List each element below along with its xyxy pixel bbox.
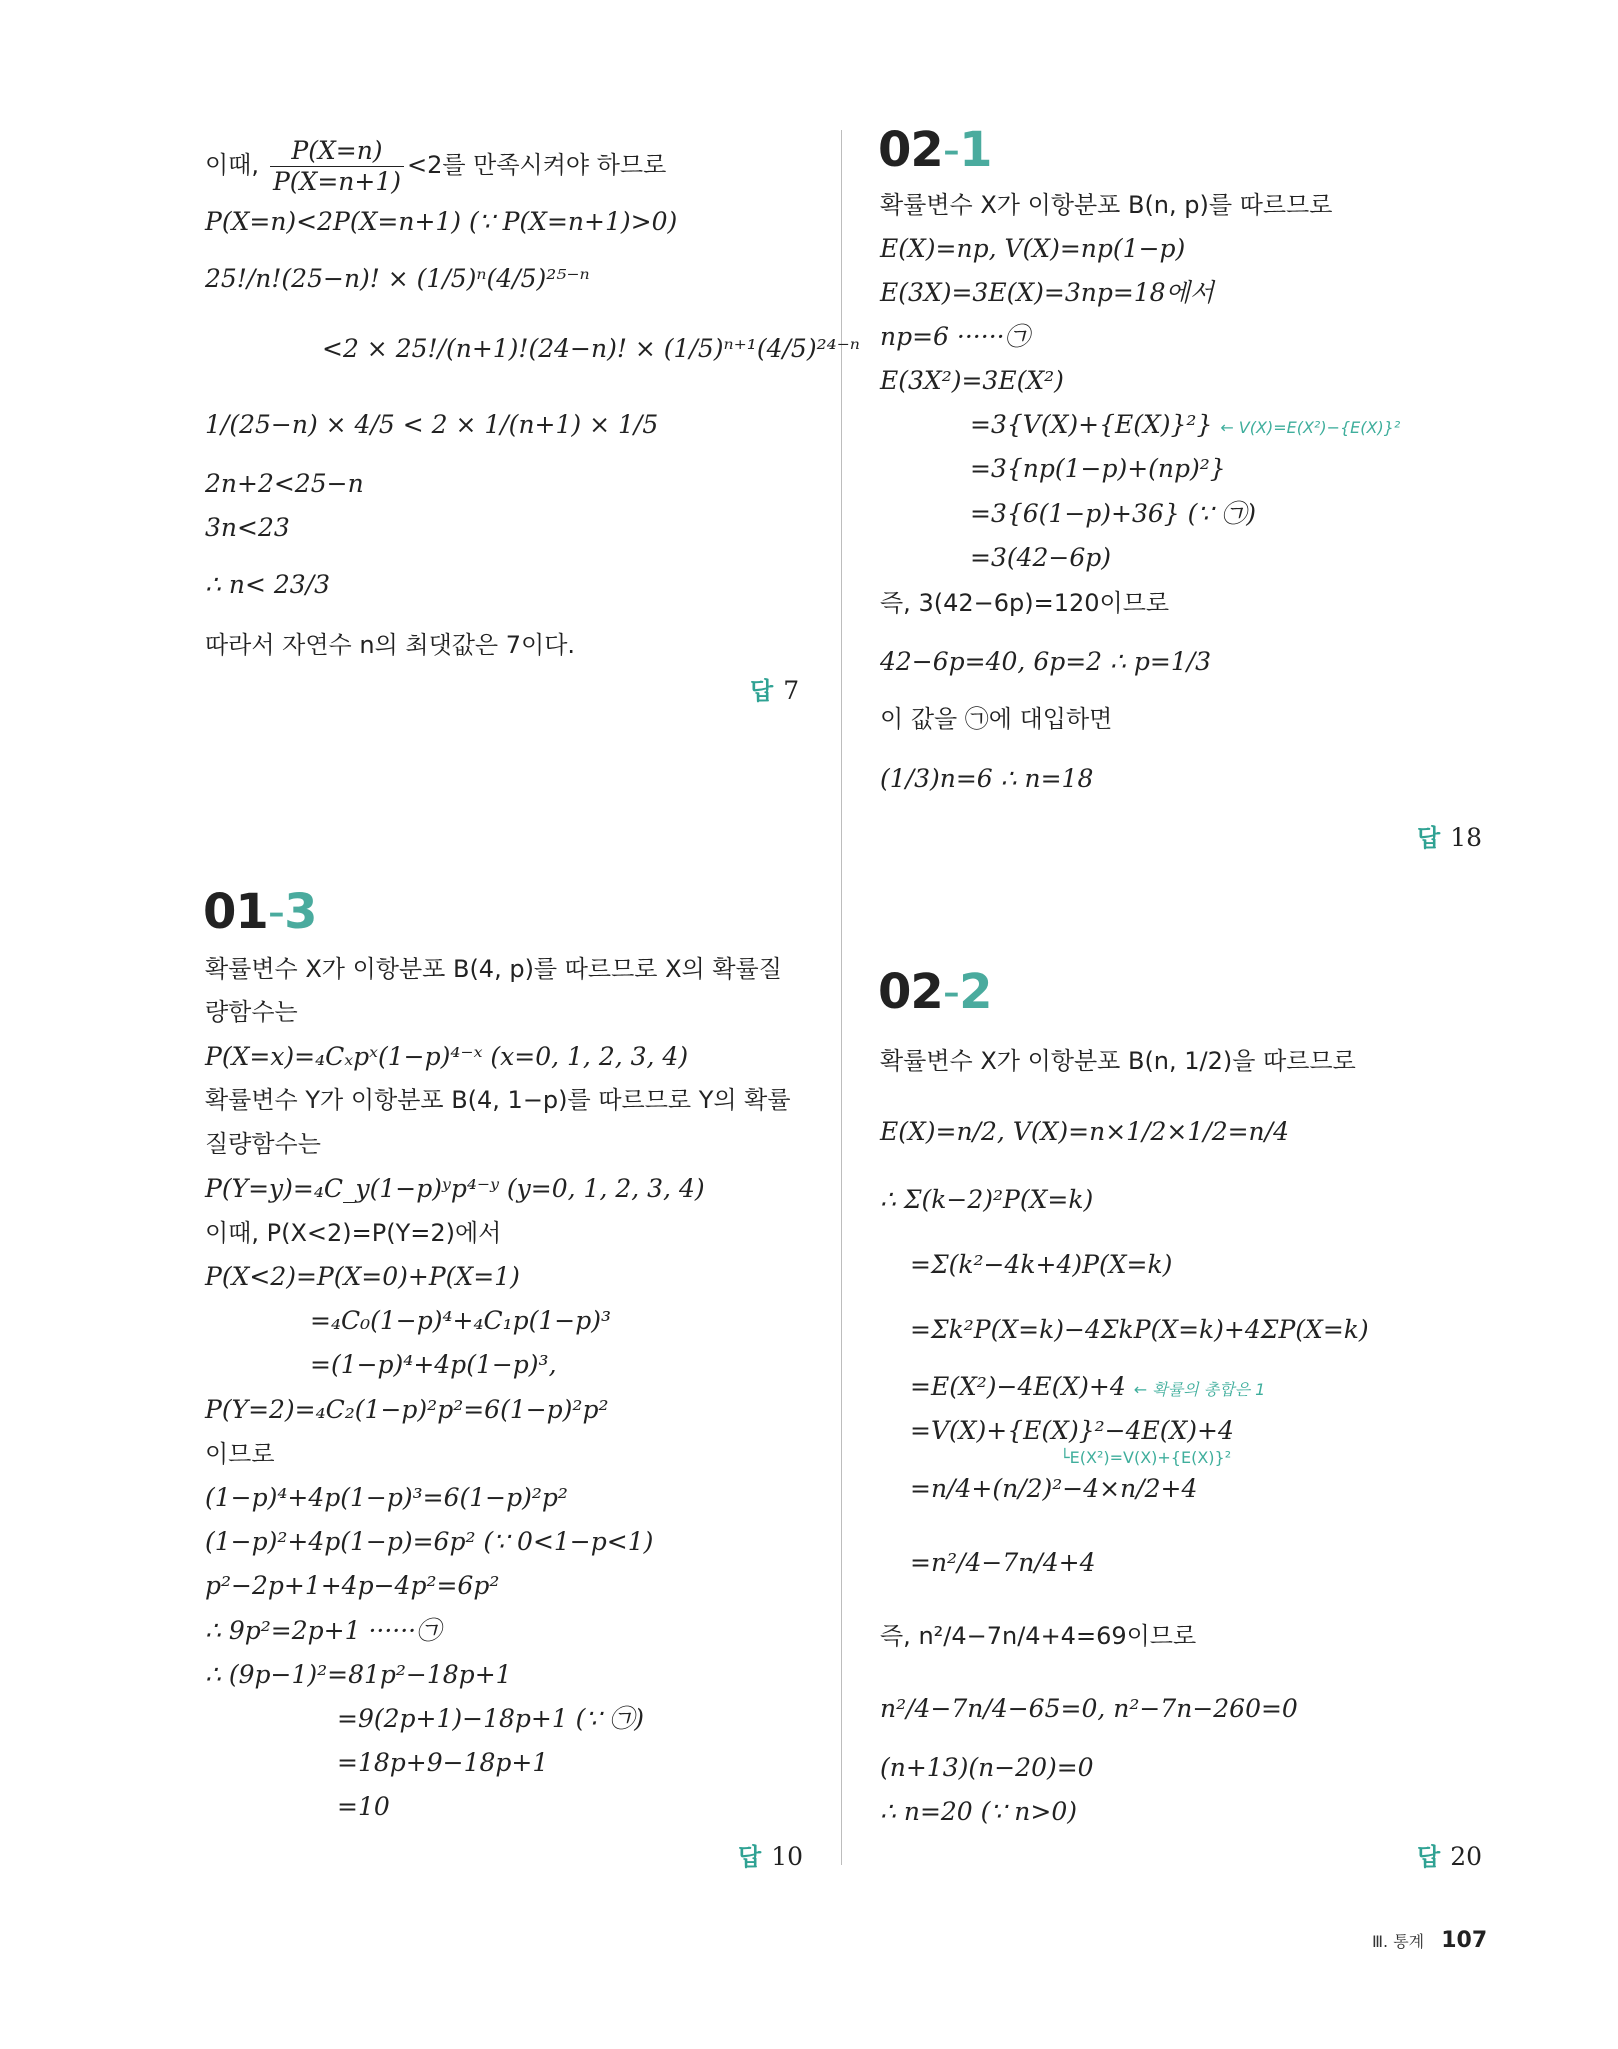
s013-line: 이때, P(X<2)=P(Y=2)에서 bbox=[205, 1219, 502, 1247]
s013-line: =18p+9−18p+1 bbox=[337, 1748, 549, 1777]
s021-line: =3(42−6p) bbox=[970, 543, 1112, 572]
intro-line: 이때, $\frac{P(X=n)}{P(X=n+1)}$ <2를 만족시켜야 하므로 bbox=[205, 136, 667, 196]
s013-line: 확률변수 X가 이항분포 B(4, p)를 따르므로 X의 확률질 bbox=[205, 955, 782, 983]
answer-20: 답 20 bbox=[1417, 1842, 1482, 1871]
s022-line: =Σk²P(X=k)−4ΣkP(X=k)+4ΣP(X=k) bbox=[910, 1315, 1369, 1344]
s013-line: =(1−p)⁴+4p(1−p)³, bbox=[310, 1350, 557, 1379]
s013-line: ∴ 9p²=2p+1 ······㉠ bbox=[205, 1616, 442, 1645]
page-footer bbox=[1372, 1928, 1487, 1953]
page-number: 107 bbox=[1441, 1928, 1488, 1953]
variance-note: ← V(X)=E(X²)−{E(X)}² bbox=[1220, 418, 1401, 437]
s013-line: ∴ (9p−1)²=81p²−18p+1 bbox=[205, 1660, 512, 1689]
s021-line: =3{V(X)+{E(X)}²} ← V(X)=E(X²)−{E(X)}² bbox=[970, 410, 1401, 439]
section-title-02-2: 02-2 bbox=[878, 964, 992, 1020]
s022-line: (n+13)(n−20)=0 bbox=[880, 1753, 1094, 1782]
s021-line: 확률변수 X가 이항분포 B(n, p)를 따르므로 bbox=[880, 191, 1333, 219]
s021-line: 즉, 3(42−6p)=120이므로 bbox=[880, 589, 1170, 617]
s013-line: 량함수는 bbox=[205, 998, 298, 1026]
s021-line: =3{np(1−p)+(np)²} bbox=[970, 454, 1226, 483]
s013-line: P(X=x)=₄Cₓpˣ(1−p)⁴⁻ˣ (x=0, 1, 2, 3, 4) bbox=[205, 1042, 689, 1071]
s022-line: =E(X²)−4E(X)+4 ← 확률의 총합은 1 bbox=[910, 1372, 1266, 1401]
ratio-fraction: $\frac{P(X=n)}{P(X=n+1)}$ bbox=[270, 136, 404, 197]
ineq-line: P(X=n)<2P(X=n+1) (∵ P(X=n+1)>0) bbox=[205, 207, 678, 236]
expectation-note: └E(X²)=V(X)+{E(X)}² bbox=[1060, 1448, 1232, 1467]
s022-line: E(X)=n/2, V(X)=n×1/2×1/2=n/4 bbox=[880, 1117, 1289, 1146]
s021-line: E(3X)=3E(X)=3np=18에서 bbox=[880, 278, 1214, 307]
s021-line: E(3X²)=3E(X²) bbox=[880, 366, 1064, 395]
s013-line: (1−p)²+4p(1−p)=6p² (∵ 0<1−p<1) bbox=[205, 1527, 654, 1556]
s022-line: =n²/4−7n/4+4 bbox=[910, 1548, 1096, 1577]
binomial-ineq-1: 25!/n!(25−n)! × (1/5)ⁿ(4/5)²⁵⁻ⁿ bbox=[205, 264, 590, 293]
linear-ineq-2: 3n<23 bbox=[205, 513, 290, 542]
s013-line: P(Y=y)=₄C_y(1−p)ʸp⁴⁻ʸ (y=0, 1, 2, 3, 4) bbox=[205, 1174, 705, 1203]
s021-line: (1/3)n=6 ∴ n=18 bbox=[880, 764, 1094, 793]
s022-line: ∴ n=20 (∵ n>0) bbox=[880, 1797, 1077, 1826]
answer-10: 답 10 bbox=[738, 1842, 803, 1871]
s022-line: 즉, n²/4−7n/4+4=69이므로 bbox=[880, 1622, 1197, 1650]
result-ineq: ∴ n< 23/3 bbox=[205, 570, 330, 599]
s021-line: E(X)=np, V(X)=np(1−p) bbox=[880, 234, 1186, 263]
reduced-ineq: 1/(25−n) × 4/5 < 2 × 1/(n+1) × 1/5 bbox=[205, 410, 659, 439]
column-divider bbox=[841, 130, 842, 1865]
s013-line: =9(2p+1)−18p+1 (∵ ㉠) bbox=[337, 1704, 645, 1733]
conclusion-line: 따라서 자연수 n의 최댓값은 7이다. bbox=[205, 631, 576, 659]
s013-line: 질량함수는 bbox=[205, 1130, 321, 1158]
section-title-02-1: 02-1 bbox=[878, 122, 992, 178]
s013-line: (1−p)⁴+4p(1−p)³=6(1−p)²p² bbox=[205, 1483, 568, 1512]
binomial-ineq-2: <2 × 25!/(n+1)!(24−n)! × (1/5)ⁿ⁺¹(4/5)²⁴⁻ⁿ bbox=[322, 334, 860, 363]
s022-line: ∴ Σ(k−2)²P(X=k) bbox=[880, 1185, 1094, 1214]
s013-line: 이므로 bbox=[205, 1440, 275, 1468]
section-label: Ⅲ. 통계 bbox=[1372, 1932, 1425, 1951]
s022-line: =Σ(k²−4k+4)P(X=k) bbox=[910, 1250, 1173, 1279]
s021-line: 이 값을 ㉠에 대입하면 bbox=[880, 705, 1113, 733]
s021-line: =3{6(1−p)+36} (∵ ㉠) bbox=[970, 499, 1256, 528]
probability-sum-note: ← 확률의 총합은 1 bbox=[1133, 1380, 1266, 1399]
answer-18: 답 18 bbox=[1417, 823, 1482, 852]
s022-line: 확률변수 X가 이항분포 B(n, 1/2)을 따르므로 bbox=[880, 1047, 1356, 1075]
s013-line: P(Y=2)=₄C₂(1−p)²p²=6(1−p)²p² bbox=[205, 1395, 609, 1424]
section-title-01-3: 01-3 bbox=[203, 884, 317, 940]
s022-line: =n/4+(n/2)²−4×n/2+4 bbox=[910, 1474, 1198, 1503]
s013-line: P(X<2)=P(X=0)+P(X=1) bbox=[205, 1262, 520, 1291]
s013-line: p²−2p+1+4p−4p²=6p² bbox=[205, 1571, 500, 1600]
s022-line: =V(X)+{E(X)}²−4E(X)+4 bbox=[910, 1416, 1234, 1445]
s013-line: =10 bbox=[337, 1792, 390, 1821]
linear-ineq-1: 2n+2<25−n bbox=[205, 469, 364, 498]
s013-line: =₄C₀(1−p)⁴+₄C₁p(1−p)³ bbox=[310, 1306, 612, 1335]
answer-7: 답 7 bbox=[750, 676, 800, 705]
s021-line: 42−6p=40, 6p=2 ∴ p=1/3 bbox=[880, 647, 1212, 676]
s021-line: np=6 ······㉠ bbox=[880, 322, 1030, 351]
s013-line: 확률변수 Y가 이항분포 B(4, 1−p)를 따르므로 Y의 확률 bbox=[205, 1086, 791, 1114]
s022-line: n²/4−7n/4−65=0, n²−7n−260=0 bbox=[880, 1694, 1298, 1723]
